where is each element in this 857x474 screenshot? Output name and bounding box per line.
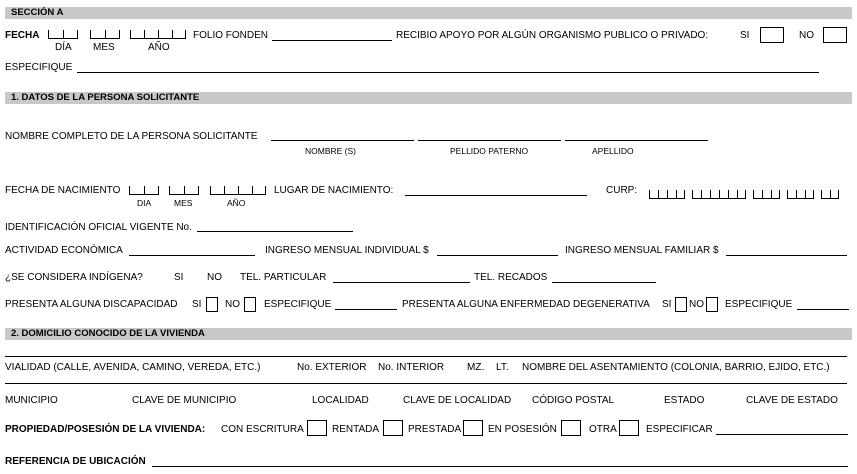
section-1-title: 1. DATOS DE LA PERSONA SOLICITANTE [11,92,200,103]
especificar-label: ESPECIFICAR [646,424,713,435]
fecha-label: FECHA [5,30,40,41]
no-exterior-caption: No. EXTERIOR [297,362,367,373]
nacimiento-day-caption: DIA [137,198,152,208]
codigo-postal-caption: CÓDIGO POSTAL [532,395,615,406]
ingreso-individual-label: INGRESO MENSUAL INDIVIDUAL $ [265,245,429,256]
propiedad-label: PROPIEDAD/POSESIÓN DE LA VIVIENDA: [5,424,206,435]
apellido-paterno-input[interactable] [418,140,561,141]
referencia-label: REFERENCIA DE UBICACIÓN [5,456,146,467]
ingreso-familiar-input[interactable] [726,255,847,256]
recibio-apoyo-label: RECIBIO APOYO POR ALGÚN ORGANISMO PUBLICO O PRIVADO: [396,30,709,41]
otra-label: OTRA [589,424,617,435]
asentamiento-caption: NOMBRE DEL ASENTAMIENTO (COLONIA, BARRIO, EJIDO, ETC.) [522,362,830,373]
municipio-input-line[interactable] [5,383,847,384]
section-a-title: SECCIÓN A [11,7,64,18]
especifique-label: ESPECIFIQUE [5,62,73,73]
indigena-si-option[interactable]: SI [174,272,184,283]
section-a-header [5,7,852,19]
enfermedad-label: PRESENTA ALGUNA ENFERMEDAD DEGENERATIVA [402,299,650,310]
fecha-year-field[interactable] [130,31,186,39]
actividad-label: ACTIVIDAD ECONÓMICA [5,245,123,256]
recibio-no-checkbox[interactable] [823,27,847,43]
tel-recados-label: TEL. RECADOS [474,272,548,283]
discapacidad-especifique-label: ESPECIFIQUE [264,299,332,310]
domicilio-input-line[interactable] [5,356,847,357]
clave-localidad-caption: CLAVE DE LOCALIDAD [403,395,512,406]
otra-checkbox[interactable] [619,420,639,436]
apellido-materno-input[interactable] [565,140,708,141]
folio-input[interactable] [272,40,392,41]
section-2-title: 2. DOMICILIO CONOCIDO DE LA VIVIENDA [11,328,205,339]
discapacidad-label: PRESENTA ALGUNA DISCAPACIDAD [5,299,178,310]
nombre-completo-label: NOMBRE COMPLETO DE LA PERSONA SOLICITANTE [5,131,258,142]
identificacion-label: IDENTIFICACIÓN OFICIAL VIGENTE No. [5,222,192,233]
tel-particular-label: TEL. PARTICULAR [240,272,327,283]
discapacidad-si-checkbox[interactable] [206,297,218,312]
nombres-input[interactable] [271,140,414,141]
folio-label: FOLIO FONDEN [193,30,269,41]
curp-group-5[interactable] [821,191,839,199]
fecha-nacimiento-label: FECHA DE NACIMIENTO [5,185,121,196]
fecha-day-field[interactable] [48,31,78,39]
ingreso-individual-input[interactable] [437,255,558,256]
fecha-day-caption: DÍA [55,42,72,53]
con-escritura-checkbox[interactable] [307,420,327,436]
clave-estado-caption: CLAVE DE ESTADO [746,395,838,406]
nacimiento-month-field[interactable] [169,187,199,195]
apellido-caption: APELLIDO [592,146,634,156]
recibio-si-label: SI [740,30,750,41]
nacimiento-day-field[interactable] [129,187,159,195]
curp-group-2[interactable] [692,191,746,199]
discapacidad-especifique-input[interactable] [335,309,397,310]
curp-group-3[interactable] [753,191,780,199]
prestada-checkbox[interactable] [463,420,483,436]
recibio-no-label: NO [799,30,814,41]
estado-caption: ESTADO [664,395,705,406]
rentada-checkbox[interactable] [383,420,403,436]
identificacion-input[interactable] [197,231,353,232]
nacimiento-month-caption: MES [174,198,193,208]
rentada-label: RENTADA [332,424,380,435]
con-escritura-label: CON ESCRITURA [221,424,304,435]
localidad-caption: LOCALIDAD [312,395,369,406]
no-interior-caption: No. INTERIOR [378,362,445,373]
actividad-input[interactable] [129,255,255,256]
tel-recados-input[interactable] [552,282,656,283]
nombres-caption: NOMBRE (S) [305,146,356,156]
clave-municipio-caption: CLAVE DE MUNICIPIO [132,395,237,406]
enfermedad-especifique-input[interactable] [797,309,849,310]
municipio-caption: MUNICIPIO [5,395,58,406]
nacimiento-year-field[interactable] [210,187,266,195]
indigena-label: ¿SE CONSIDERA INDÍGENA? [5,272,143,283]
en-posesion-label: EN POSESIÓN [488,424,557,435]
tel-particular-input[interactable] [333,282,470,283]
enfermedad-no-checkbox[interactable] [706,297,718,312]
lugar-nacimiento-label: LUGAR DE NACIMIENTO: [274,185,394,196]
especificar-input[interactable] [716,434,848,435]
indigena-no-option[interactable]: NO [207,272,222,283]
section-2-header [5,328,852,340]
ingreso-familiar-label: INGRESO MENSUAL FAMILIAR $ [565,245,719,256]
enfermedad-si-checkbox[interactable] [675,297,687,312]
curp-label: CURP: [606,185,638,196]
discapacidad-si-label: SI [192,299,202,310]
enfermedad-especifique-label: ESPECIFIQUE [725,299,793,310]
fecha-month-caption: MES [93,42,115,53]
enfermedad-si-label: SI [662,299,672,310]
prestada-label: PRESTADA [408,424,462,435]
fecha-month-field[interactable] [90,31,120,39]
discapacidad-no-checkbox[interactable] [244,297,256,312]
enfermedad-no-label: NO [689,299,704,310]
vialidad-caption: VIALIDAD (CALLE, AVENIDA, CAMINO, VEREDA, ETC.) [5,362,261,373]
recibio-si-checkbox[interactable] [760,27,784,43]
discapacidad-no-label: NO [225,299,240,310]
lugar-nacimiento-input[interactable] [405,195,587,196]
mz-caption: MZ. [467,362,485,373]
curp-group-4[interactable] [787,191,814,199]
section-1-header [5,92,852,104]
referencia-input[interactable] [152,466,848,467]
curp-group-1[interactable] [649,191,685,199]
apellido-paterno-caption: PELLIDO PATERNO [450,146,529,156]
en-posesion-checkbox[interactable] [561,420,581,436]
lt-caption: LT. [496,362,509,373]
fecha-year-caption: AÑO [148,42,170,53]
nacimiento-year-caption: AÑO [227,198,246,208]
especifique-input[interactable] [77,72,819,73]
